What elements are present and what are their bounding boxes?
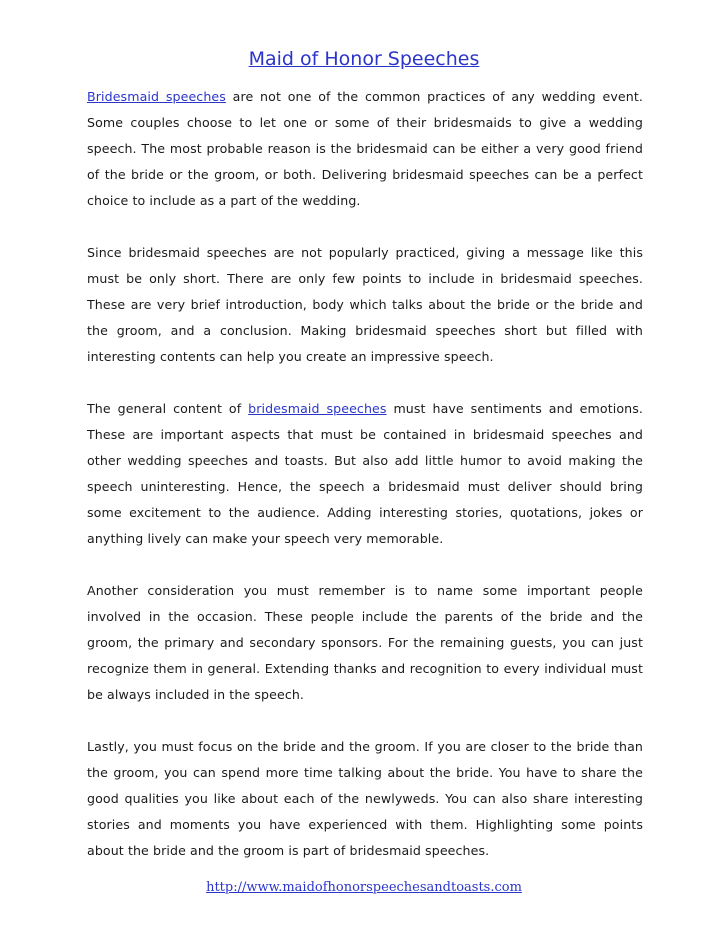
page-title[interactable]: Maid of Honor Speeches bbox=[248, 48, 480, 70]
bridesmaid-speeches-link-1[interactable]: Bridesmaid speeches bbox=[87, 89, 226, 104]
document-body bbox=[87, 84, 643, 890]
paragraph-3-text-start: The general content of bbox=[87, 401, 249, 416]
paragraph-3-text-end: must have sentiments and emotions. These are important aspects that must be contained in bridesmaid speeches and other wedding speeches and toasts. But also add little humor to avoid making the speech uninteresting. Hence, the speech a bridesmaid must deliver should bring some excitement to the audience. Adding interesting stories, quotations, jokes or anything lively can make your speech very memorable. bbox=[87, 401, 643, 546]
paragraph-1-text: are not one of the common practices of any wedding event. Some couples choose to let one or some of their bridesmaids to give a wedding speech. The most probable reason is the bridesmaid can be either a very good friend of the bride or the groom, or both. Delivering bridesmaid speeches can be a perfect choice to include as a part of the wedding. bbox=[87, 89, 643, 208]
footer-url-link[interactable]: http://www.maidofhonorspeechesandtoasts.com bbox=[206, 880, 522, 895]
paragraph-1 bbox=[87, 84, 643, 214]
paragraph-4: Another consideration you must remember is to name some important people involved in the occasion. These people include the parents of the bride and the groom, the primary and secondary sponsors. For the remaining guests, you can just recognize them in general. Extending thanks and recognition to every individual must be always included in the speech. bbox=[87, 583, 643, 702]
paragraph-5: Lastly, you must focus on the bride and the groom. If you are closer to the bride than the groom, you can spend more time talking about the bride. You have to share the good qualities you like about each of the newlyweds. You can also share interesting stories and moments you have experienced with them. Highlighting some points about the bride and the groom is part of bridesmaid speeches. bbox=[87, 739, 643, 858]
bridesmaid-speeches-link-2[interactable]: bridesmaid speeches bbox=[248, 401, 387, 416]
paragraph-3 bbox=[87, 396, 643, 552]
paragraph-2: Since bridesmaid speeches are not popularly practiced, giving a message like this must be only short. There are only few points to include in bridesmaid speeches. These are very brief introduction, body which talks about the bride or the bride and the groom, and a conclusion. Making bridesmaid speeches short but filled with interesting contents can help you create an impressive speech. bbox=[87, 245, 643, 364]
